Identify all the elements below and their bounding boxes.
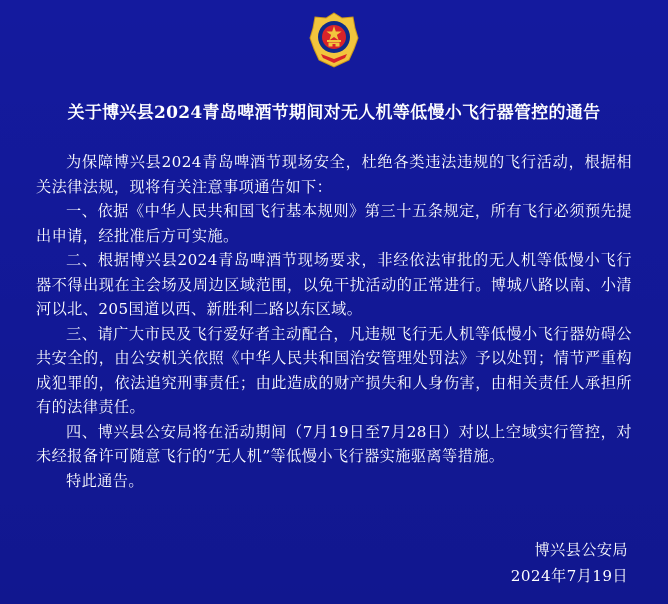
notice-body xyxy=(36,150,632,493)
notice-paragraph-intro: 为保障博兴县2024青岛啤酒节现场安全，杜绝各类违法违规的飞行活动，根据相关法律法规，现将有关注意事项通告如下： xyxy=(36,153,632,196)
issuer-name: 博兴县公安局 xyxy=(534,541,628,559)
notice-closing: 特此通告。 xyxy=(66,471,144,490)
notice-title: 关于博兴县2024青岛啤酒节期间对无人机等低慢小飞行器管控的通告 xyxy=(67,103,601,123)
notice-paragraph-3: 三、请广大市民及飞行爱好者主动配合，凡违规飞行无人机等低慢小飞行器妨碍公共安全的，由公安机关依照《中华人民共和国治安管理处罚法》予以处罚；情节严重构成犯罪的，依法追究刑事责任；由此造成的财产损失和人身伤害，由相关责任人承担所有的法律责任。 xyxy=(36,324,632,416)
police-badge-icon xyxy=(309,12,359,68)
signature-block xyxy=(511,537,628,589)
notice-paragraph-1: 一、依据《中华人民共和国飞行基本规则》第三十五条规定，所有飞行必须预先提出申请，经批准后方可实施。 xyxy=(36,202,632,245)
notice-paragraph-4: 四、博兴县公安局将在活动期间（7月19日至7月28日）对以上空域实行管控，对未经报备许可随意飞行的“无人机”等低慢小飞行器实施驱离等措施。 xyxy=(36,422,632,465)
issue-date: 2024年7月19日 xyxy=(510,567,628,585)
notice-paragraph-2: 二、根据博兴县2024青岛啤酒节现场要求，非经依法审批的无人机等低慢小飞行器不得出现在主会场及周边区域范围，以免干扰活动的正常进行。博城八路以南、小清河以北、205国道以西、新胜利二路以东区域。 xyxy=(36,251,632,318)
